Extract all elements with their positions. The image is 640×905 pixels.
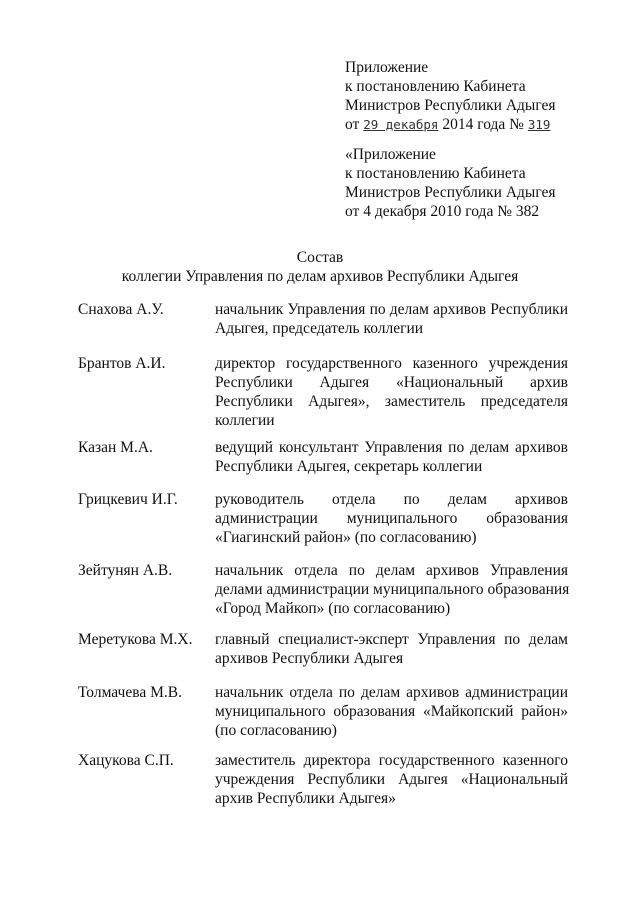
role-line: делами администрации муниципального образования bbox=[215, 581, 570, 598]
member-role bbox=[215, 751, 568, 808]
role-line: заместитель директора государственного казенного bbox=[215, 752, 568, 769]
role-line: архив Республики Адыгея» bbox=[215, 790, 396, 807]
title-line-1: Состав bbox=[296, 249, 344, 266]
role-line: руководитель отдела по делам архивов bbox=[215, 491, 568, 508]
role-line: (по согласованию) bbox=[215, 722, 337, 739]
member-name: Брантов А.И. bbox=[78, 355, 166, 372]
header-line-3: Министров Республики Адыгея bbox=[345, 97, 556, 114]
role-line: муниципального образования «Майкопский район» bbox=[215, 703, 568, 720]
member-role bbox=[215, 354, 568, 430]
header-date-line bbox=[345, 115, 575, 134]
prior-line-4: от 4 декабря 2010 года № 382 bbox=[345, 203, 540, 220]
role-line: Республики Адыгея, секретарь коллегии bbox=[215, 458, 483, 475]
role-line: «Город Майкоп» (по согласованию) bbox=[215, 600, 451, 617]
member-role bbox=[215, 561, 568, 618]
prior-line-2: к постановлению Кабинета bbox=[345, 165, 526, 182]
role-line: начальник отдела по делам архивов Управления bbox=[215, 562, 568, 579]
member-name: Грицкевич И.Г. bbox=[78, 491, 178, 508]
role-line: коллегии bbox=[215, 412, 275, 429]
member-name: Толмачева М.В. bbox=[78, 684, 182, 701]
role-line: учреждения Республики Адыгея «Национальный bbox=[215, 771, 568, 788]
role-line: ведущий консультант Управления по делам архивов bbox=[215, 439, 568, 456]
prior-resolution-header bbox=[345, 145, 560, 221]
member-name: Казан М.А. bbox=[78, 439, 153, 456]
prior-line-3: Министров Республики Адыгея bbox=[345, 184, 556, 201]
role-line: начальник отдела по делам архивов администрации bbox=[215, 684, 568, 701]
header-line-2: к постановлению Кабинета bbox=[345, 78, 526, 95]
document-title bbox=[0, 248, 640, 286]
member-name: Снахова А.У. bbox=[78, 301, 164, 318]
prior-line-1: «Приложение bbox=[345, 146, 436, 163]
member-role bbox=[215, 683, 568, 740]
approval-header bbox=[345, 58, 575, 134]
member-role bbox=[215, 300, 568, 338]
role-line: Республики Адыгея», заместитель председателя bbox=[215, 393, 568, 410]
handwritten-number: 319 bbox=[527, 117, 551, 132]
handwritten-date: 29 декабря bbox=[363, 117, 439, 132]
header-date-prefix: от bbox=[345, 116, 360, 133]
title-line-2: коллегии Управления по делам архивов Республики Адыгея bbox=[121, 268, 519, 285]
role-line: директор государственного казенного учреждения bbox=[215, 355, 568, 372]
role-line: главный специалист-эксперт Управления по делам bbox=[215, 631, 568, 648]
role-line: архивов Республики Адыгея bbox=[215, 650, 404, 667]
role-line: Адыгея, председатель коллегии bbox=[215, 320, 424, 337]
member-name: Меретукова М.Х. bbox=[78, 631, 193, 648]
member-role bbox=[215, 630, 568, 668]
role-line: начальник Управления по делам архивов Республики bbox=[215, 301, 568, 318]
role-line: Республики Адыгея «Национальный архив bbox=[215, 374, 568, 391]
member-name: Хацукова С.П. bbox=[78, 752, 174, 769]
member-role bbox=[215, 490, 568, 547]
header-date-suffix: 2014 года № bbox=[442, 116, 524, 133]
header-line-1: Приложение bbox=[345, 59, 429, 76]
member-role bbox=[215, 438, 568, 476]
member-name: Зейтунян А.В. bbox=[78, 562, 173, 579]
role-line: «Гиагинский район» (по согласованию) bbox=[215, 529, 477, 546]
role-line: администрации муниципального образования bbox=[215, 510, 568, 527]
